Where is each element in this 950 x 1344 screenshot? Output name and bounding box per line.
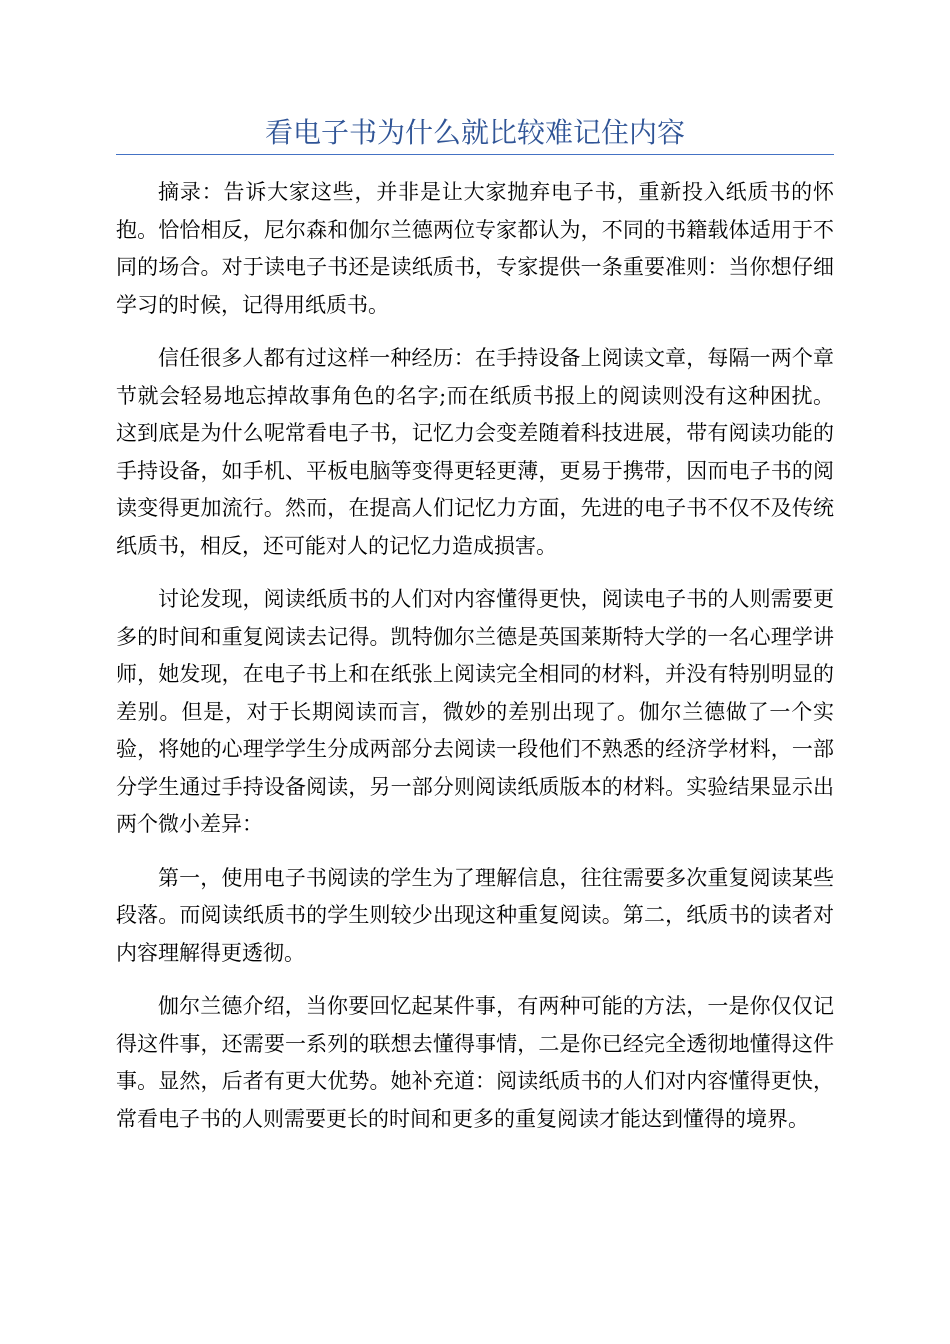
document-title: 看电子书为什么就比较难记住内容	[264, 116, 685, 149]
paragraph: 第一，使用电子书阅读的学生为了理解信息，往往需要多次重复阅读某些段落。而阅读纸质书的学生则较少出现这种重复阅读。第二，纸质书的读者对内容理解得更透彻。	[116, 865, 834, 965]
paragraph: 讨论发现，阅读纸质书的人们对内容懂得更快，阅读电子书的人则需要更多的时间和重复阅读去记得。凯特伽尔兰德是英国莱斯特大学的一名心理学讲师，她发现，在电子书上和在纸张上阅读完全相同的材料，并没有特别明显的差别。但是，对于长期阅读而言，微妙的差别出现了。伽尔兰德做了一个实验，将她的心理学学生分成两部分去阅读一段他们不熟悉的经济学材料，一部分学生通过手持设备阅读，另一部分则阅读纸质版本的材料。实验结果显示出两个微小差异：	[116, 587, 834, 836]
document-body	[116, 174, 834, 1154]
paragraph-abstract: 摘录：告诉大家这些，并非是让大家抛弃电子书，重新投入纸质书的怀抱。恰恰相反，尼尔森和伽尔兰德两位专家都认为，不同的书籍载体适用于不同的场合。对于读电子书还是读纸质书，专家提供一条重要准则：当你想仔细学习的时候，记得用纸质书。	[116, 180, 834, 317]
paragraph: 伽尔兰德介绍，当你要回忆起某件事，有两种可能的方法，一是你仅仅记得这件事，还需要一系列的联想去懂得事情，二是你已经完全透彻地懂得这件事。显然，后者有更大优势。她补充道：阅读纸质书的人们对内容懂得更快，常看电子书的人则需要更长的时间和更多的重复阅读才能达到懂得的境界。	[116, 994, 834, 1131]
title-underline	[116, 154, 834, 155]
paragraph: 信任很多人都有过这样一种经历：在手持设备上阅读文章，每隔一两个章节就会轻易地忘掉故事角色的名字;而在纸质书报上的阅读则没有这种困扰。这到底是为什么呢常看电子书，记忆力会变差随着科技进展，带有阅读功能的手持设备，如手机、平板电脑等变得更轻更薄，更易于携带，因而电子书的阅读变得更加流行。然而，在提高人们记忆力方面，先进的电子书不仅不及传统纸质书，相反，还可能对人的记忆力造成损害。	[116, 346, 834, 558]
